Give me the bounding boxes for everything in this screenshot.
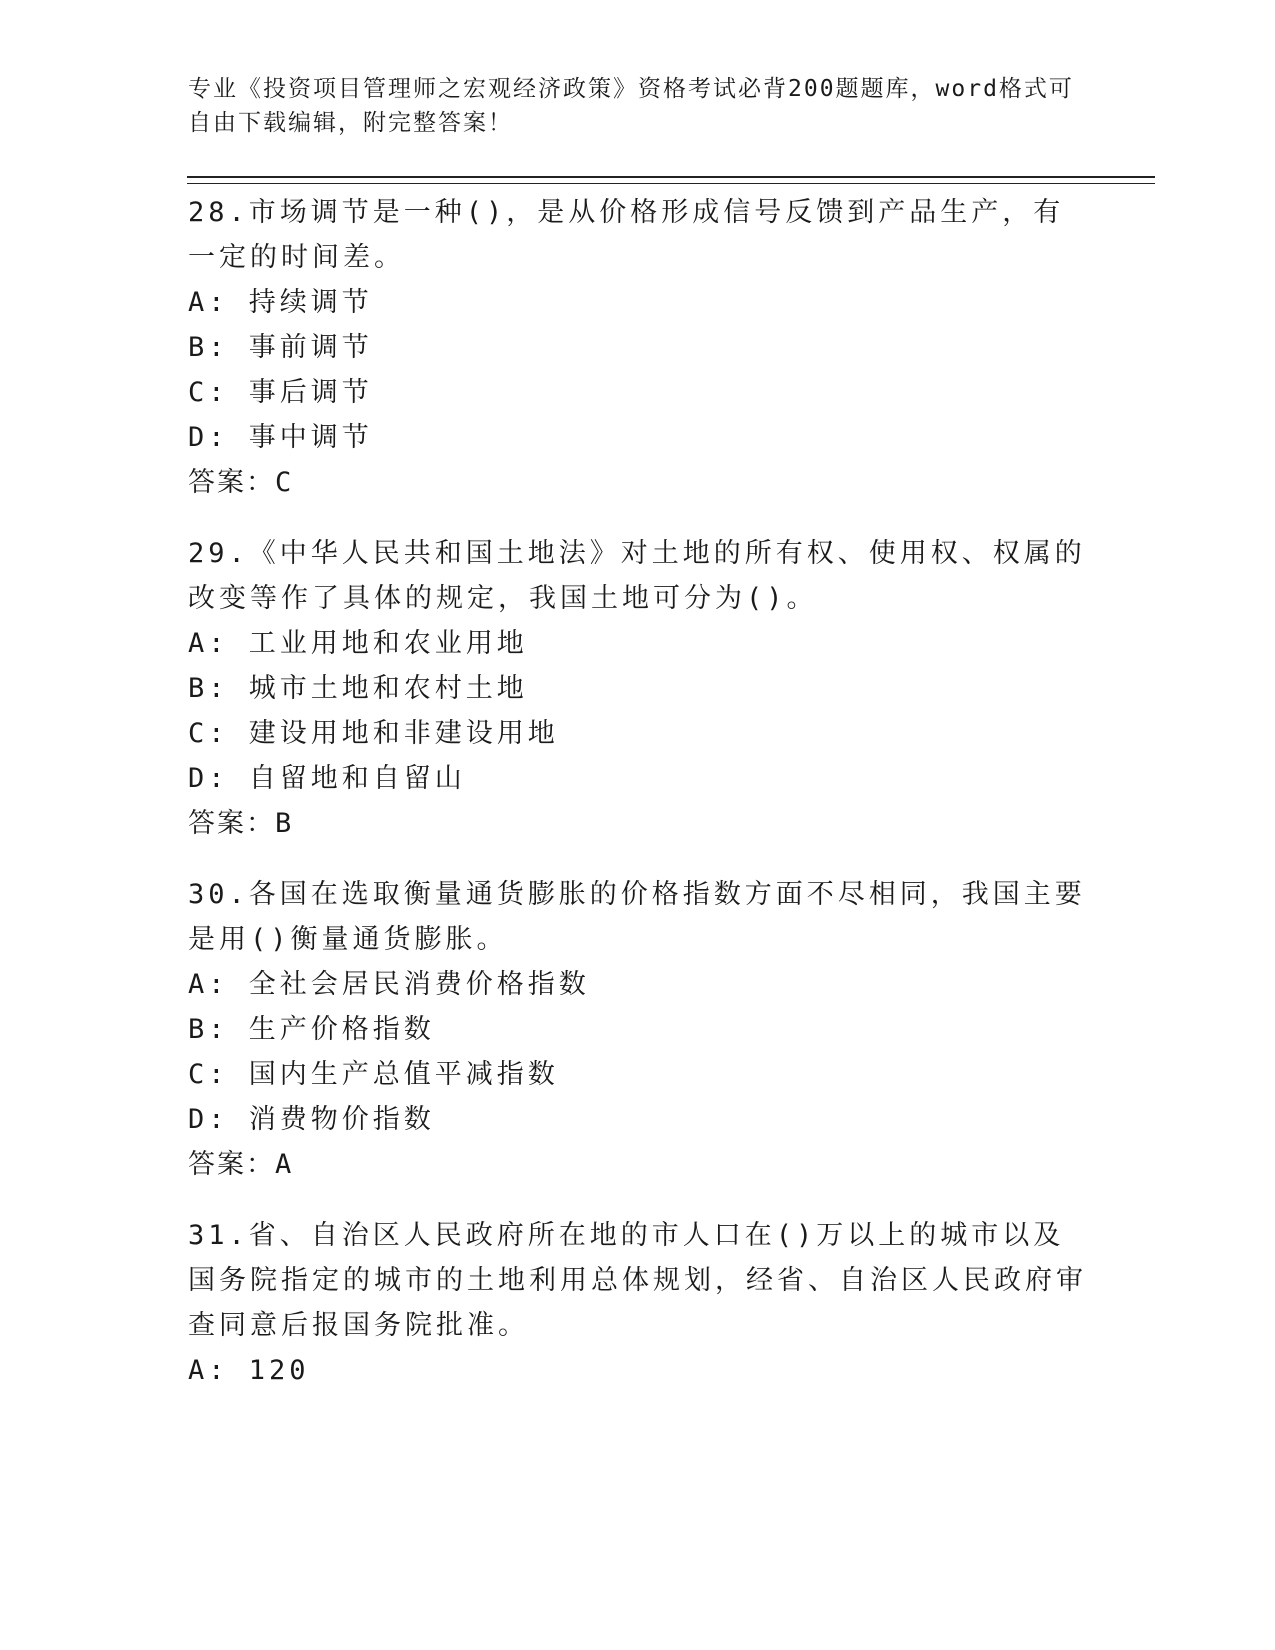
option-c: C: 国内生产总值平减指数: [188, 1059, 559, 1090]
option-a: A: 全社会居民消费价格指数: [188, 969, 590, 1000]
question-30: [188, 872, 1088, 1187]
option-a: A: 120: [188, 1355, 310, 1386]
option-b: B: 事前调节: [188, 332, 373, 363]
answer-line: 答案：B: [188, 808, 294, 839]
option-b: B: 城市土地和农村土地: [188, 673, 528, 704]
question-stem: 31.省、自治区人民政府所在地的市人口在()万以上的城市以及国务院指定的城市的土地利用总体规划，经省、自治区人民政府审查同意后报国务院批准。: [188, 1220, 1087, 1341]
option-b: B: 生产价格指数: [188, 1014, 435, 1045]
answer-line: 答案：A: [188, 1149, 294, 1180]
answer-line: 答案：C: [188, 467, 294, 498]
option-d: D: 消费物价指数: [188, 1104, 435, 1135]
question-28: [188, 190, 1088, 505]
question-31: [188, 1213, 1088, 1393]
option-a: A: 工业用地和农业用地: [188, 628, 528, 659]
document-header: [188, 72, 1088, 140]
option-a: A: 持续调节: [188, 287, 373, 318]
option-d: D: 自留地和自留山: [188, 763, 466, 794]
option-c: C: 事后调节: [188, 377, 373, 408]
question-29: [188, 531, 1088, 846]
question-stem: 30.各国在选取衡量通货膨胀的价格指数方面不尽相同，我国主要是用()衡量通货膨胀。: [188, 879, 1086, 955]
question-stem: 29.《中华人民共和国土地法》对土地的所有权、使用权、权属的改变等作了具体的规定，我国土地可分为()。: [188, 538, 1086, 614]
header-text: 专业《投资项目管理师之宏观经济政策》资格考试必背200题题库，word格式可自由下载编辑，附完整答案！: [188, 76, 1074, 136]
option-d: D: 事中调节: [188, 422, 373, 453]
question-list: [188, 190, 1088, 1419]
header-divider: [187, 176, 1155, 184]
question-stem: 28.市场调节是一种()，是从价格形成信号反馈到产品生产，有一定的时间差。: [188, 197, 1065, 273]
option-c: C: 建设用地和非建设用地: [188, 718, 559, 749]
